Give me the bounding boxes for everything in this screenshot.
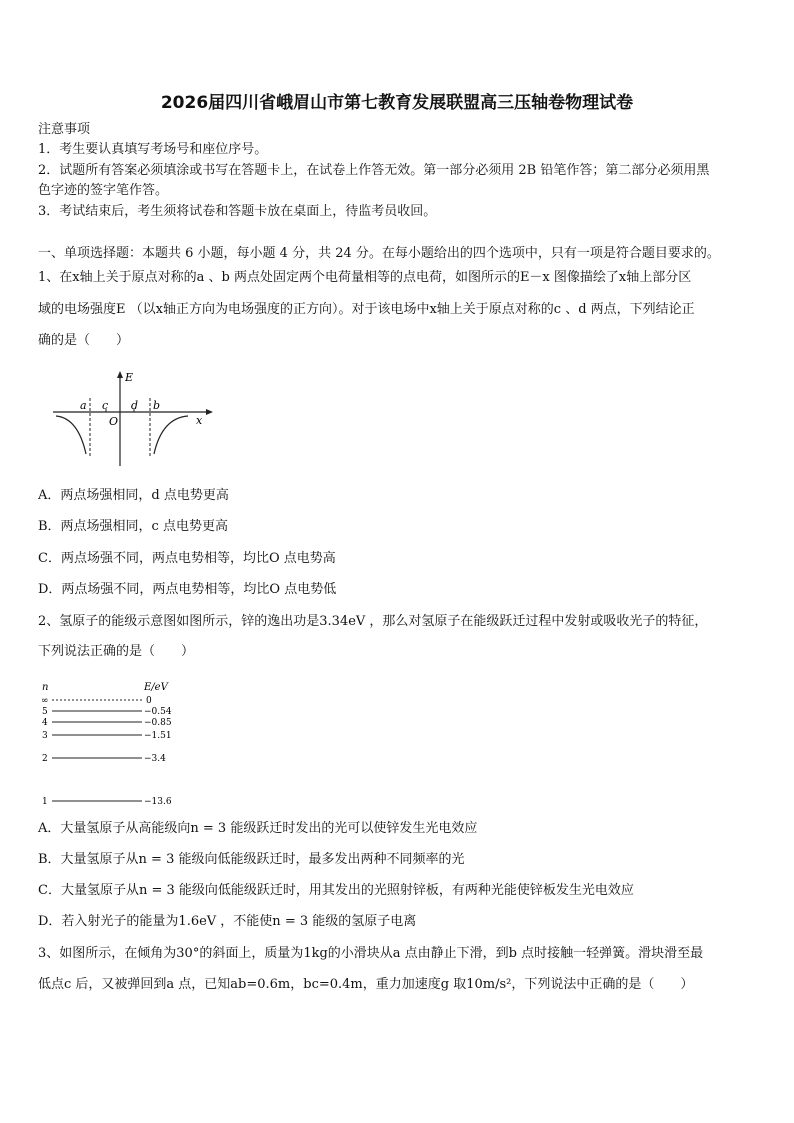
question-1-line: 确的是（ ） (38, 333, 130, 348)
question-2-option-d: D．若入射光子的能量为1.6eV ，不能使n = 3 能级的氢原子电离 (38, 914, 417, 929)
level-energy-label: −1.51 (144, 731, 172, 741)
question-1-option-b: B．两点场强相同，c 点电势更高 (38, 519, 228, 534)
notice-item: 1．考生要认真填写考场号和座位序号。 (38, 142, 268, 157)
energy-header: E/eV (144, 682, 168, 693)
section-heading: 一、单项选择题：本题共 6 小题，每小题 4 分，共 24 分。在每小题给出的四个选项中，只有一项是符合题目要求的。 (38, 246, 720, 261)
question-1-option-a: A．两点场强相同，d 点电势更高 (38, 488, 229, 503)
x-axis-label: x (196, 414, 203, 427)
question-2-line: 2、氢原子的能级示意图如图所示，锌的逸出功是3.34eV ，那么对氢原子在能级跃迁过程中发射或吸收光子的特征， (38, 614, 708, 629)
point-a-label: a (80, 399, 87, 412)
origin-label: O (109, 415, 119, 428)
level-n-label: ∞ (41, 696, 49, 706)
e-x-graph (48, 368, 218, 468)
question-1-option-c: C．两点场强不同，两点电势相等，均比O 点电势高 (38, 551, 336, 566)
question-1-line: 域的电场强度E （以x轴正方向为电场强度的正方向）。对于该电场中x轴上关于原点对称的c 、d 两点，下列结论正 (38, 302, 695, 317)
question-2-option-b: B．大量氢原子从n = 3 能级向低能级跃迁时，最多发出两种不同频率的光 (38, 852, 465, 867)
question-3-line: 3、如图所示，在倾角为30°的斜面上，质量为1kg的小滑块从a 点由静止下滑，到b 点时接触一轻弹簧。滑块滑至最 (38, 946, 704, 961)
n-header: n (42, 682, 49, 693)
notice-heading: 注意事项 (38, 122, 91, 137)
level-n-label: 4 (42, 718, 48, 728)
question-2-option-c: C．大量氢原子从n = 3 能级向低能级跃迁时，用其发出的光照射锌板，有两种光能使锌板发生光电效应 (38, 883, 634, 898)
level-n-label: 2 (42, 754, 48, 764)
point-b-label: b (153, 399, 161, 412)
question-2-line: 下列说法正确的是（ ） (38, 644, 195, 659)
energy-level-diagram (38, 676, 198, 811)
point-d-label: d (131, 399, 139, 412)
level-energy-label: 0 (146, 696, 152, 706)
level-n-label: 5 (42, 707, 48, 717)
notice-item: 2．试题所有答案必须填涂或书写在答题卡上，在试卷上作答无效。第一部分必须用 2B 铅笔作答；第二部分必须用黑 (38, 163, 710, 178)
level-energy-label: −0.85 (144, 718, 172, 728)
question-3-line: 低点c 后，又被弹回到a 点，已知ab=0.6m，bc=0.4m，重力加速度g 取10m/s²，下列说法中正确的是（ ） (38, 977, 694, 992)
level-energy-label: −0.54 (144, 707, 172, 717)
point-c-label: c (102, 399, 109, 412)
notice-item: 色字迹的签字笔作答。 (38, 183, 169, 198)
question-2-option-a: A．大量氢原子从高能级向n = 3 能级跃迁时发出的光可以使锌发生光电效应 (38, 821, 478, 836)
question-1-line: 1、在x轴上关于原点对称的a 、b 两点处固定两个电荷量相等的点电荷，如图所示的E－x 图像描绘了x轴上部分区 (38, 270, 692, 285)
e-axis-label: E (125, 371, 134, 384)
level-n-label: 1 (42, 797, 48, 807)
notice-item: 3．考试结束后，考生须将试卷和答题卡放在桌面上，待监考员收回。 (38, 204, 437, 219)
exam-title: 2026届四川省峨眉山市第七教育发展联盟高三压轴卷物理试卷 (160, 93, 634, 113)
level-n-label: 3 (42, 731, 48, 741)
level-energy-label: −3.4 (144, 754, 166, 764)
level-energy-label: −13.6 (144, 797, 172, 807)
question-1-option-d: D．两点场强不同，两点电势相等，均比O 点电势低 (38, 582, 337, 597)
